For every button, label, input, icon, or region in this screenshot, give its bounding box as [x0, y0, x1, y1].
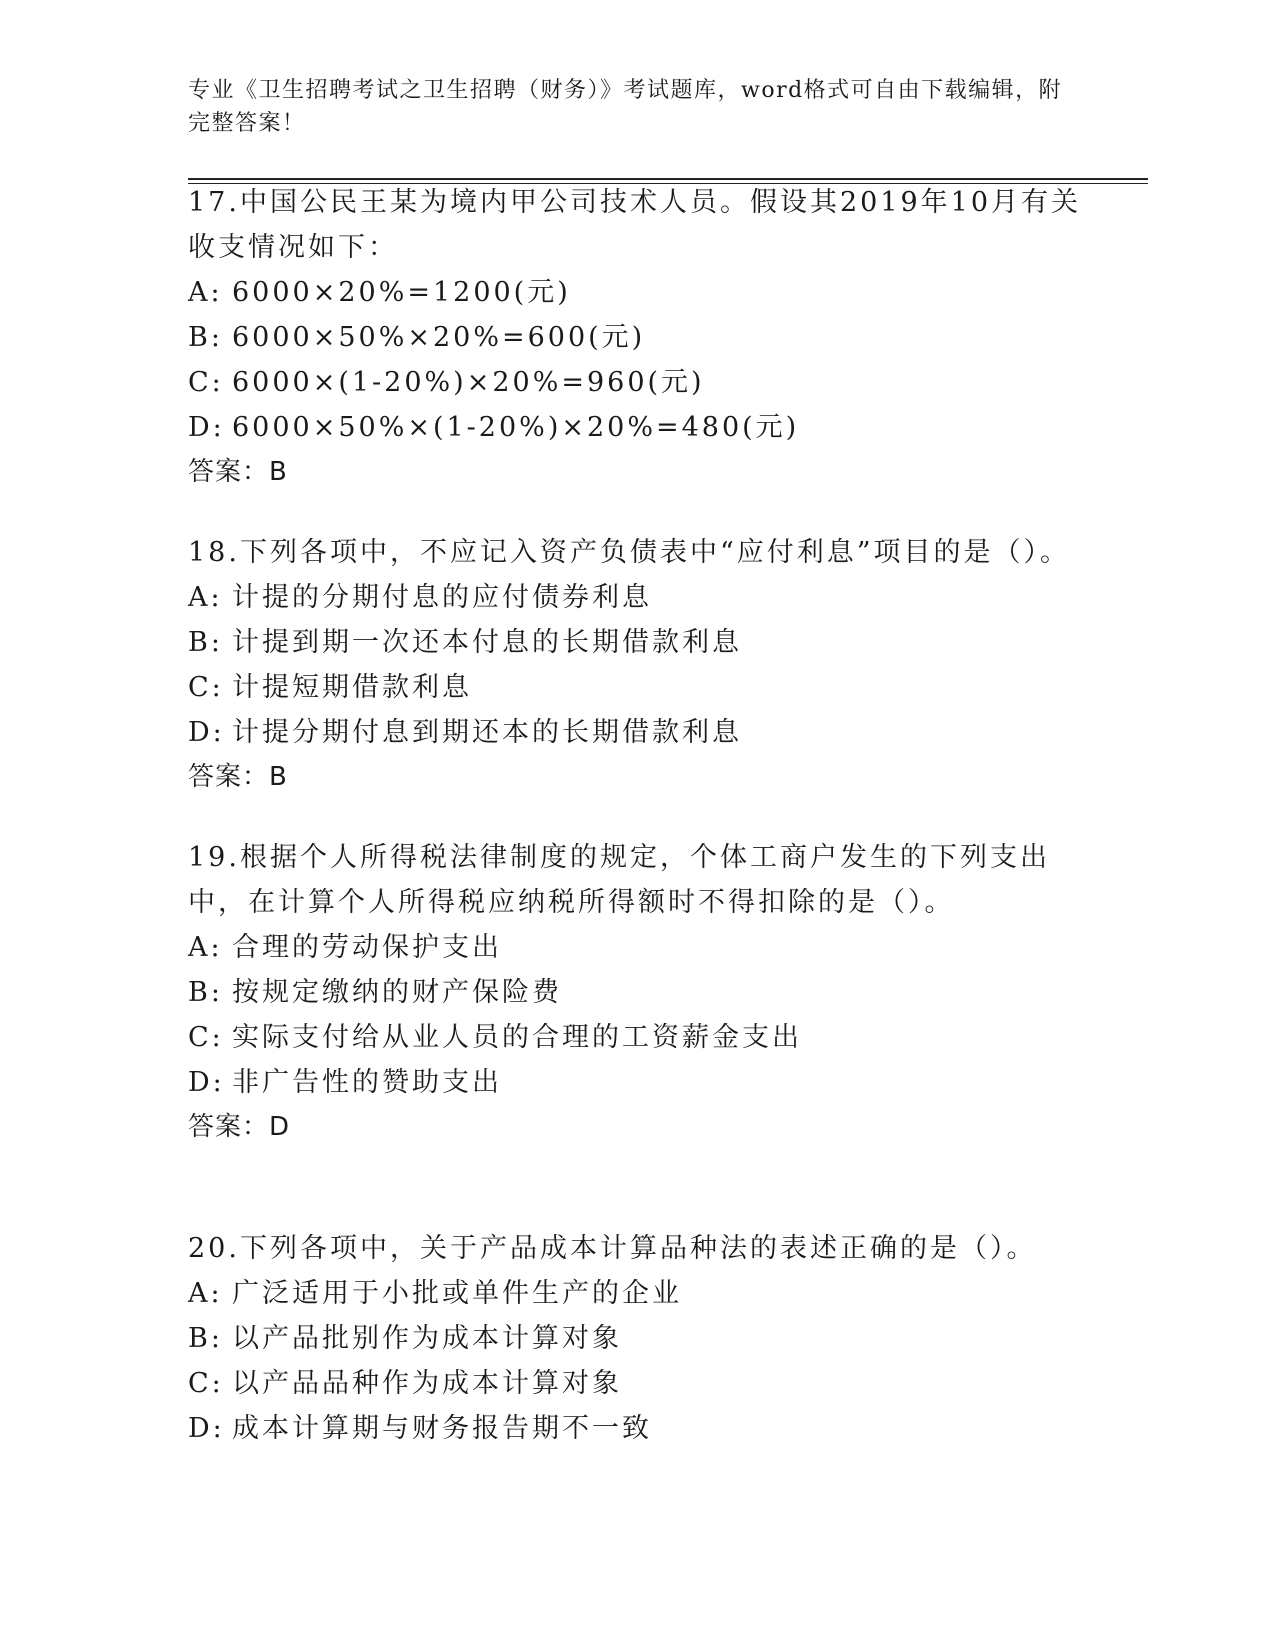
option-key: A:: [188, 932, 223, 963]
question-20: [188, 1226, 1088, 1451]
option-key: C:: [188, 1022, 224, 1053]
answer-line: 答案：B: [188, 457, 288, 487]
option-key: D:: [188, 412, 225, 443]
option-key: A:: [188, 277, 223, 308]
answer-line: 答案：B: [188, 762, 288, 792]
option-text: 计提短期借款利息: [232, 672, 472, 703]
option-text: 实际支付给从业人员的合理的工资薪金支出: [232, 1022, 802, 1053]
question-stem: 18.下列各项中，不应记入资产负债表中“应付利息”项目的是（）。: [188, 537, 1071, 568]
option-text: 以产品批别作为成本计算对象: [232, 1323, 622, 1354]
option-text: 6000×50%×(1-20%)×20%=480(元): [232, 412, 800, 443]
option-key: C:: [188, 1368, 224, 1399]
option-b: [188, 970, 1088, 1015]
option-text: 广泛适用于小批或单件生产的企业: [232, 1278, 682, 1309]
option-key: A:: [188, 582, 223, 613]
option-a: [188, 270, 1088, 315]
option-c: [188, 360, 1088, 405]
option-key: D:: [188, 1413, 225, 1444]
option-c: [188, 1361, 1088, 1406]
option-key: C:: [188, 672, 224, 703]
option-d: [188, 1060, 1088, 1105]
question-19: [188, 835, 1088, 1150]
option-text: 6000×50%×20%=600(元): [232, 322, 646, 353]
question-18: [188, 530, 1088, 800]
option-key: C:: [188, 367, 224, 398]
option-b: [188, 620, 1088, 665]
question-17: [188, 180, 1088, 495]
option-text: 成本计算期与财务报告期不一致: [232, 1413, 652, 1444]
option-d: [188, 710, 1088, 755]
option-text: 按规定缴纳的财产保险费: [232, 977, 562, 1008]
option-key: B:: [188, 977, 223, 1008]
option-text: 计提的分期付息的应付债券利息: [232, 582, 652, 613]
option-key: D:: [188, 717, 225, 748]
option-d: [188, 1406, 1088, 1451]
option-text: 6000×(1-20%)×20%=960(元): [232, 367, 705, 398]
question-stem: 17.中国公民王某为境内甲公司技术人员。假设其2019年10月有关收支情况如下：: [188, 187, 1082, 263]
option-a: [188, 1271, 1088, 1316]
option-key: B:: [188, 627, 223, 658]
option-b: [188, 1316, 1088, 1361]
document-header: 专业《卫生招聘考试之卫生招聘（财务）》考试题库，word格式可自由下载编辑，附完整答案！: [188, 78, 1063, 136]
answer-line: 答案：D: [188, 1112, 291, 1142]
option-text: 6000×20%=1200(元): [232, 277, 571, 308]
option-c: [188, 1015, 1088, 1060]
option-c: [188, 665, 1088, 710]
option-text: 合理的劳动保护支出: [232, 932, 502, 963]
option-a: [188, 925, 1088, 970]
option-text: 非广告性的赞助支出: [232, 1067, 502, 1098]
option-a: [188, 575, 1088, 620]
option-text: 计提分期付息到期还本的长期借款利息: [232, 717, 742, 748]
question-stem: 20.下列各项中，关于产品成本计算品种法的表述正确的是（）。: [188, 1233, 1037, 1264]
option-key: B:: [188, 1323, 223, 1354]
option-text: 以产品品种作为成本计算对象: [232, 1368, 622, 1399]
option-key: B:: [188, 322, 223, 353]
question-stem: 19.根据个人所得税法律制度的规定，个体工商户发生的下列支出中，在计算个人所得税应纳税所得额时不得扣除的是（）。: [188, 842, 1050, 918]
option-key: A:: [188, 1278, 223, 1309]
option-b: [188, 315, 1088, 360]
option-key: D:: [188, 1067, 225, 1098]
option-text: 计提到期一次还本付息的长期借款利息: [232, 627, 742, 658]
option-d: [188, 405, 1088, 450]
